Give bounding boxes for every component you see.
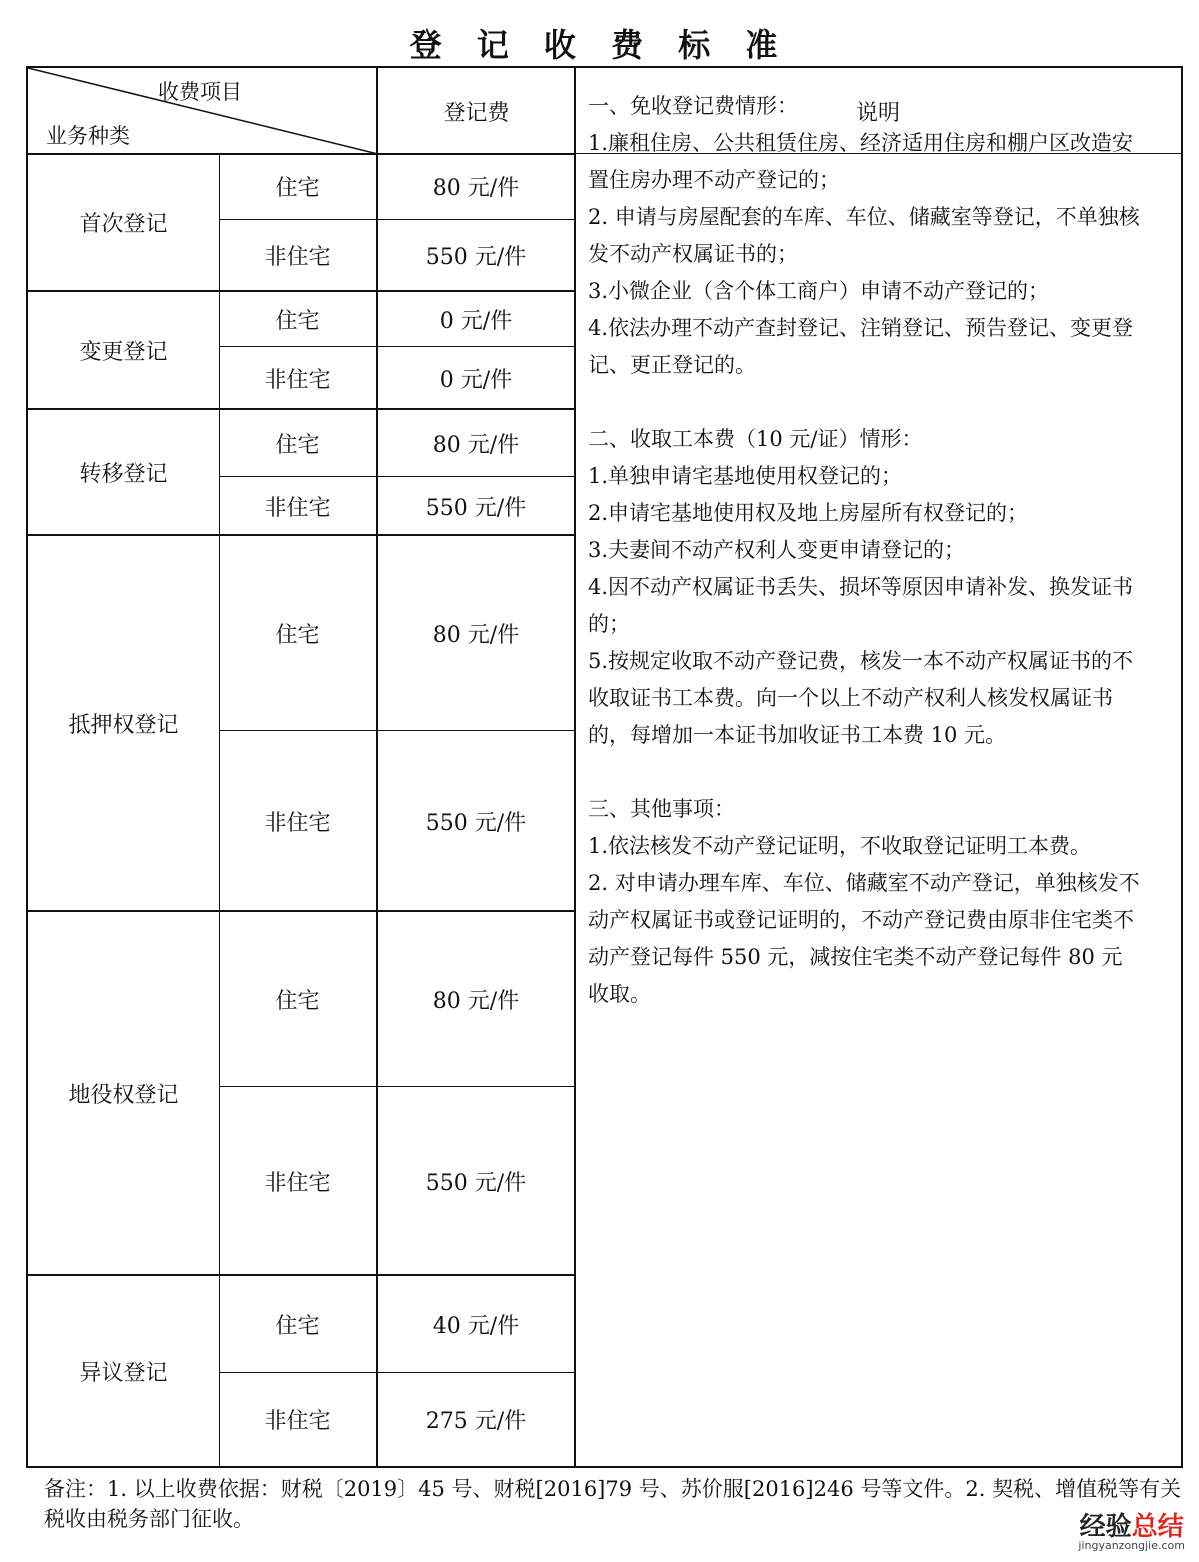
header-business-type: 业务种类 xyxy=(46,124,130,148)
header-note: 说明 xyxy=(855,100,900,126)
type-non-residential: 非住宅 xyxy=(264,495,331,521)
category-objection-registration: 异议登记 xyxy=(79,1360,168,1386)
header-fee-item: 收费项目 xyxy=(158,80,242,104)
type-non-residential: 非住宅 xyxy=(264,245,331,270)
category-mortgage-registration: 抵押权登记 xyxy=(68,713,179,738)
type-residential: 住宅 xyxy=(275,432,320,458)
notes-item: 4.依法办理不动产查封登记、注销登记、预告登记、变更登记、更正登记的。 xyxy=(588,316,1134,377)
notes-item: 2. 申请与房屋配套的车库、车位、储藏室等登记，不单独核发不动产权属证书的； xyxy=(588,205,1140,266)
fee-value: 0 元/件 xyxy=(439,308,513,334)
fee-value: 0 元/件 xyxy=(439,367,513,393)
page-title: 登 记 收 费 标 准 xyxy=(409,26,790,64)
notes-item: 2.申请宅基地使用权及地上房屋所有权登记的； xyxy=(588,501,1029,525)
type-residential: 住宅 xyxy=(275,176,320,201)
type-residential: 住宅 xyxy=(275,622,320,648)
fee-value: 550 元/件 xyxy=(425,495,527,521)
category-transfer-registration: 转移登记 xyxy=(79,462,168,487)
fee-value: 80 元/件 xyxy=(432,432,520,458)
type-non-residential: 非住宅 xyxy=(264,1409,331,1434)
notes-item: 2. 对申请办理车库、车位、储藏室不动产登记，单独核发不动产权属证书或登记证明的，不动产登记费由原非住宅类不动产登记每件 550 元，减按住宅类不动产登记每件 80 元收取。 xyxy=(588,871,1140,1006)
category-easement-registration: 地役权登记 xyxy=(68,1083,179,1108)
type-non-residential: 非住宅 xyxy=(264,367,331,393)
type-non-residential: 非住宅 xyxy=(264,1170,331,1196)
category-change-registration: 变更登记 xyxy=(79,340,168,365)
fee-value: 550 元/件 xyxy=(425,1170,527,1196)
notes-section-3-title: 三、其他事项： xyxy=(588,797,735,821)
fee-value: 40 元/件 xyxy=(432,1313,520,1339)
fee-value: 550 元/件 xyxy=(425,245,527,270)
watermark-logo: 经验总结 jingyanzongjie.com xyxy=(1078,1512,1185,1552)
fee-value: 80 元/件 xyxy=(432,176,520,201)
type-non-residential: 非住宅 xyxy=(264,810,331,836)
footer-remark: 备注：1. 以上收费依据：财税〔2019〕45 号、财税[2016]79 号、苏价服[2016]246 号等文件。2. 契税、增值税等有关税收由税务部门征收。 xyxy=(44,1477,1182,1531)
notes-item: 1.廉租住房、公共租赁住房、经济适用住房和棚户区改造安置住房办理不动产登记的； xyxy=(588,131,1134,192)
type-residential: 住宅 xyxy=(275,308,320,334)
notes-item: 1.依法核发不动产登记证明，不收取登记证明工本费。 xyxy=(588,834,1092,858)
notes-section-1-title: 一、免收登记费情形： xyxy=(588,94,798,118)
fee-value: 80 元/件 xyxy=(432,988,520,1014)
type-residential: 住宅 xyxy=(275,1313,320,1339)
notes-item: 3.小微企业（含个体工商户）申请不动产登记的； xyxy=(588,279,1050,303)
fee-value: 275 元/件 xyxy=(425,1409,527,1434)
notes-section-2-title: 二、收取工本费（10 元/证）情形： xyxy=(588,427,923,451)
notes-item: 3.夫妻间不动产权利人变更申请登记的； xyxy=(588,538,966,562)
category-first-registration: 首次登记 xyxy=(79,212,168,237)
fee-value: 80 元/件 xyxy=(432,622,520,648)
notes-item: 4.因不动产权属证书丢失、损坏等原因申请补发、换发证书的； xyxy=(588,575,1134,636)
notes-column xyxy=(574,88,1154,1013)
header-fee: 登记费 xyxy=(443,100,510,126)
type-residential: 住宅 xyxy=(275,988,320,1014)
fee-value: 550 元/件 xyxy=(425,810,527,836)
notes-item: 1.单独申请宅基地使用权登记的； xyxy=(588,464,903,488)
notes-item: 5.按规定收取不动产登记费，核发一本不动产权属证书的不收取证书工本费。向一个以上不动产权利人核发权属证书的，每增加一本证书加收证书工本费 10 元。 xyxy=(588,649,1134,747)
